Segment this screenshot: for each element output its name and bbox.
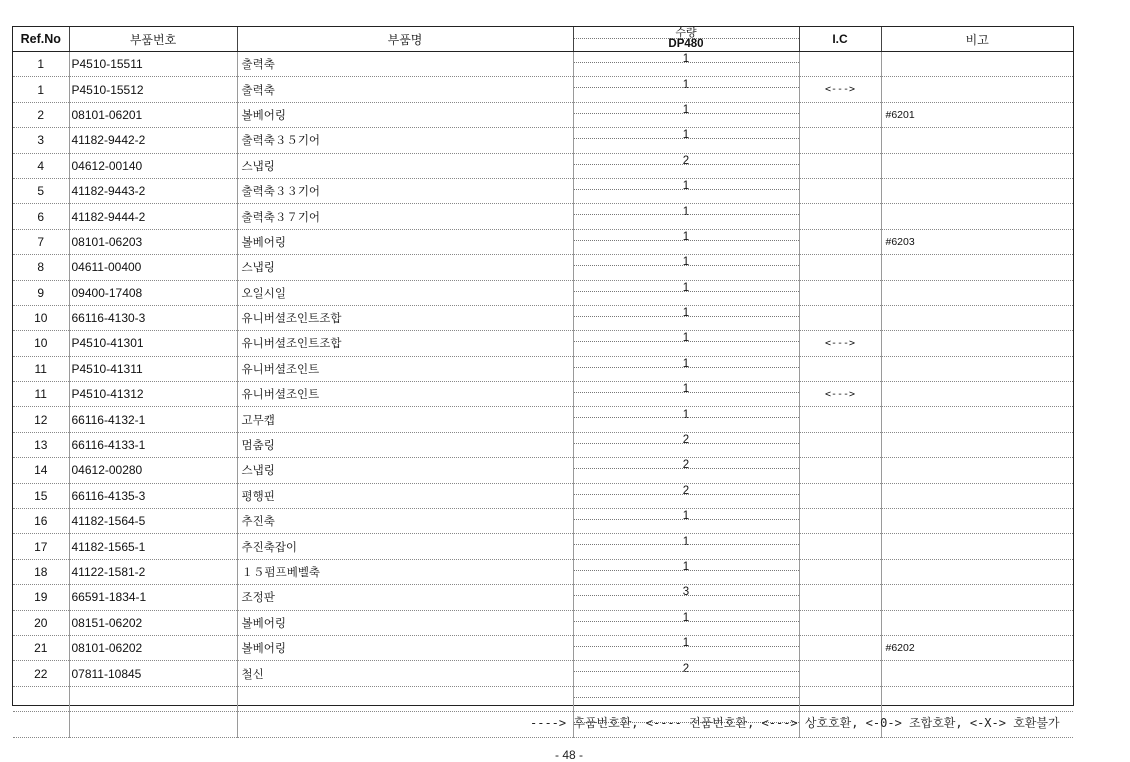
cell-quantity: 1 bbox=[573, 128, 799, 153]
cell-quantity: 1 bbox=[573, 77, 799, 102]
cell-remark bbox=[881, 610, 1073, 635]
cell-quantity: 1 bbox=[573, 178, 799, 203]
cell-part-number: 08101-06203 bbox=[69, 229, 237, 254]
cell-ref-no: 14 bbox=[13, 458, 69, 483]
header-ic: I.C bbox=[799, 27, 881, 52]
cell-interchange: <---> bbox=[799, 331, 881, 356]
cell-part-number: 41122-1581-2 bbox=[69, 559, 237, 584]
table-row bbox=[13, 635, 1073, 660]
cell-remark: #6202 bbox=[881, 635, 1073, 660]
cell-part-name: 출력축 bbox=[237, 52, 573, 77]
cell-interchange bbox=[799, 534, 881, 559]
cell-quantity: 1 bbox=[573, 635, 799, 660]
cell-part-number: 04611-00400 bbox=[69, 255, 237, 280]
cell-ref-no: 13 bbox=[13, 432, 69, 457]
cell-remark bbox=[881, 153, 1073, 178]
cell-quantity: 1 bbox=[573, 509, 799, 534]
cell-part-name bbox=[237, 712, 573, 737]
cell-quantity: 1 bbox=[573, 305, 799, 330]
table-row bbox=[13, 509, 1073, 534]
cell-interchange bbox=[799, 153, 881, 178]
cell-ref-no: 6 bbox=[13, 204, 69, 229]
header-part-number: 부품번호 bbox=[69, 27, 237, 52]
cell-ref-no: 22 bbox=[13, 661, 69, 686]
cell-remark bbox=[881, 407, 1073, 432]
cell-part-number: 08101-06201 bbox=[69, 102, 237, 127]
cell-remark bbox=[881, 204, 1073, 229]
table-row bbox=[13, 128, 1073, 153]
cell-ref-no: 2 bbox=[13, 102, 69, 127]
cell-part-name: 추진축 bbox=[237, 509, 573, 534]
cell-ref-no: 5 bbox=[13, 178, 69, 203]
cell-interchange bbox=[799, 204, 881, 229]
cell-remark bbox=[881, 356, 1073, 381]
cell-part-name: 스냅링 bbox=[237, 153, 573, 178]
cell-part-name: 유니버셜조인트조합 bbox=[237, 331, 573, 356]
cell-part-number: 04612-00280 bbox=[69, 458, 237, 483]
cell-part-number: P4510-15512 bbox=[69, 77, 237, 102]
cell-ref-no: 4 bbox=[13, 153, 69, 178]
table-row bbox=[13, 229, 1073, 254]
table-row bbox=[13, 559, 1073, 584]
cell-remark bbox=[881, 77, 1073, 102]
cell-ref-no: 18 bbox=[13, 559, 69, 584]
cell-interchange bbox=[799, 229, 881, 254]
cell-part-number: P4510-41311 bbox=[69, 356, 237, 381]
cell-part-number: 66591-1834-1 bbox=[69, 585, 237, 610]
cell-ref-no: 7 bbox=[13, 229, 69, 254]
cell-ref-no: 1 bbox=[13, 77, 69, 102]
cell-part-name: 유니버셜조인트조합 bbox=[237, 305, 573, 330]
cell-part-name: 유니버셜조인트 bbox=[237, 356, 573, 381]
cell-part-number: P4510-41301 bbox=[69, 331, 237, 356]
cell-part-number: 41182-9442-2 bbox=[69, 128, 237, 153]
cell-interchange bbox=[799, 483, 881, 508]
cell-part-number: 08151-06202 bbox=[69, 610, 237, 635]
cell-quantity: 1 bbox=[573, 52, 799, 77]
cell-quantity: 1 bbox=[573, 407, 799, 432]
cell-part-name: 볼베어링 bbox=[237, 610, 573, 635]
cell-remark bbox=[881, 382, 1073, 407]
cell-part-number: 66116-4130-3 bbox=[69, 305, 237, 330]
cell-part-name: 출력축３７기어 bbox=[237, 204, 573, 229]
cell-quantity: 1 bbox=[573, 356, 799, 381]
parts-table bbox=[13, 27, 1073, 738]
parts-table-frame bbox=[12, 26, 1074, 706]
cell-remark: #6201 bbox=[881, 102, 1073, 127]
cell-remark bbox=[881, 178, 1073, 203]
cell-part-number: 41182-9444-2 bbox=[69, 204, 237, 229]
cell-ref-no: 17 bbox=[13, 534, 69, 559]
cell-remark bbox=[881, 280, 1073, 305]
cell-part-name: 추진축잡이 bbox=[237, 534, 573, 559]
cell-part-name: 평행핀 bbox=[237, 483, 573, 508]
cell-interchange bbox=[799, 686, 881, 711]
table-row bbox=[13, 356, 1073, 381]
table-row bbox=[13, 610, 1073, 635]
cell-quantity: 1 bbox=[573, 559, 799, 584]
cell-interchange bbox=[799, 356, 881, 381]
cell-remark bbox=[881, 661, 1073, 686]
cell-quantity: 1 bbox=[573, 204, 799, 229]
cell-part-number: 07811-10845 bbox=[69, 661, 237, 686]
cell-remark bbox=[881, 331, 1073, 356]
table-row bbox=[13, 483, 1073, 508]
cell-part-name: 볼베어링 bbox=[237, 102, 573, 127]
cell-ref-no: 1 bbox=[13, 52, 69, 77]
table-row bbox=[13, 534, 1073, 559]
interchangeability-legend: ----> 후품번호환, <---- 전품번호환, <---> 상호호환, <-0-> 조합호환, <-X-> 호환불가 bbox=[530, 716, 1060, 730]
cell-part-name: １５펌프베벨축 bbox=[237, 559, 573, 584]
header-ref-no: Ref.No bbox=[13, 27, 69, 52]
table-row bbox=[13, 407, 1073, 432]
cell-remark bbox=[881, 686, 1073, 711]
table-row bbox=[13, 255, 1073, 280]
cell-part-number: 04612-00140 bbox=[69, 153, 237, 178]
cell-interchange bbox=[799, 432, 881, 457]
cell-interchange bbox=[799, 305, 881, 330]
cell-remark bbox=[881, 52, 1073, 77]
header-quantity-label: 수량 bbox=[675, 26, 697, 39]
cell-ref-no: 16 bbox=[13, 509, 69, 534]
cell-part-number: 41182-1564-5 bbox=[69, 509, 237, 534]
cell-part-name: 멈춤링 bbox=[237, 432, 573, 457]
cell-interchange bbox=[799, 458, 881, 483]
cell-ref-no: 8 bbox=[13, 255, 69, 280]
header-quantity bbox=[573, 27, 799, 52]
cell-ref-no bbox=[13, 686, 69, 711]
cell-ref-no: 10 bbox=[13, 331, 69, 356]
cell-part-name bbox=[237, 686, 573, 711]
cell-quantity: 2 bbox=[573, 661, 799, 686]
cell-ref-no: 3 bbox=[13, 128, 69, 153]
cell-remark bbox=[881, 509, 1073, 534]
table-row bbox=[13, 432, 1073, 457]
cell-ref-no: 9 bbox=[13, 280, 69, 305]
table-row bbox=[13, 585, 1073, 610]
cell-interchange bbox=[799, 585, 881, 610]
cell-quantity: 2 bbox=[573, 432, 799, 457]
cell-interchange bbox=[799, 559, 881, 584]
cell-quantity: 3 bbox=[573, 585, 799, 610]
cell-part-name: 유니버셜조인트 bbox=[237, 382, 573, 407]
table-row bbox=[13, 52, 1073, 77]
cell-remark bbox=[881, 255, 1073, 280]
header-remark: 비고 bbox=[881, 27, 1073, 52]
cell-quantity: 1 bbox=[573, 534, 799, 559]
cell-remark bbox=[881, 585, 1073, 610]
table-row bbox=[13, 178, 1073, 203]
cell-part-number: 41182-1565-1 bbox=[69, 534, 237, 559]
cell-remark: #6203 bbox=[881, 229, 1073, 254]
cell-ref-no: 10 bbox=[13, 305, 69, 330]
cell-part-number: 66116-4133-1 bbox=[69, 432, 237, 457]
cell-part-name: 스냅링 bbox=[237, 255, 573, 280]
cell-part-name: 철신 bbox=[237, 661, 573, 686]
table-row bbox=[13, 686, 1073, 711]
cell-interchange bbox=[799, 178, 881, 203]
cell-part-number: 08101-06202 bbox=[69, 635, 237, 660]
cell-quantity: 2 bbox=[573, 483, 799, 508]
cell-ref-no: 11 bbox=[13, 356, 69, 381]
cell-ref-no: 20 bbox=[13, 610, 69, 635]
cell-quantity: 1 bbox=[573, 280, 799, 305]
cell-part-number bbox=[69, 712, 237, 737]
table-row bbox=[13, 458, 1073, 483]
cell-part-number bbox=[69, 686, 237, 711]
cell-quantity: 2 bbox=[573, 458, 799, 483]
cell-part-number: 41182-9443-2 bbox=[69, 178, 237, 203]
cell-interchange bbox=[799, 407, 881, 432]
cell-ref-no: 11 bbox=[13, 382, 69, 407]
cell-part-name: 스냅링 bbox=[237, 458, 573, 483]
cell-part-number: 66116-4135-3 bbox=[69, 483, 237, 508]
cell-interchange bbox=[799, 661, 881, 686]
header-part-name: 부품명 bbox=[237, 27, 573, 52]
cell-interchange bbox=[799, 610, 881, 635]
table-row bbox=[13, 280, 1073, 305]
cell-part-number: 09400-17408 bbox=[69, 280, 237, 305]
cell-part-number: 66116-4132-1 bbox=[69, 407, 237, 432]
cell-remark bbox=[881, 534, 1073, 559]
cell-part-name: 오일시일 bbox=[237, 280, 573, 305]
table-row bbox=[13, 331, 1073, 356]
table-header-row bbox=[13, 27, 1073, 52]
cell-part-number: P4510-15511 bbox=[69, 52, 237, 77]
cell-quantity: 1 bbox=[573, 229, 799, 254]
cell-remark bbox=[881, 305, 1073, 330]
cell-remark bbox=[881, 128, 1073, 153]
table-row bbox=[13, 153, 1073, 178]
cell-part-name: 출력축３３기어 bbox=[237, 178, 573, 203]
cell-ref-no: 12 bbox=[13, 407, 69, 432]
cell-quantity: 1 bbox=[573, 102, 799, 127]
cell-interchange: <---> bbox=[799, 382, 881, 407]
cell-remark bbox=[881, 432, 1073, 457]
cell-quantity: 2 bbox=[573, 153, 799, 178]
table-row bbox=[13, 77, 1073, 102]
table-row bbox=[13, 382, 1073, 407]
cell-part-name: 출력축 bbox=[237, 77, 573, 102]
table-row bbox=[13, 305, 1073, 330]
cell-quantity: 1 bbox=[573, 382, 799, 407]
cell-part-name: 볼베어링 bbox=[237, 229, 573, 254]
cell-quantity bbox=[573, 686, 799, 711]
cell-interchange bbox=[799, 255, 881, 280]
cell-ref-no: 21 bbox=[13, 635, 69, 660]
cell-ref-no: 15 bbox=[13, 483, 69, 508]
table-row bbox=[13, 661, 1073, 686]
cell-remark bbox=[881, 483, 1073, 508]
cell-interchange bbox=[799, 102, 881, 127]
cell-quantity: 1 bbox=[573, 331, 799, 356]
page-number: - 48 - bbox=[555, 748, 584, 762]
cell-interchange bbox=[799, 128, 881, 153]
cell-interchange bbox=[799, 280, 881, 305]
cell-part-number: P4510-41312 bbox=[69, 382, 237, 407]
cell-part-name: 고무캡 bbox=[237, 407, 573, 432]
cell-interchange: <---> bbox=[799, 77, 881, 102]
cell-remark bbox=[881, 559, 1073, 584]
cell-part-name: 출력축３５기어 bbox=[237, 128, 573, 153]
cell-interchange bbox=[799, 635, 881, 660]
cell-interchange bbox=[799, 509, 881, 534]
cell-ref-no: 19 bbox=[13, 585, 69, 610]
cell-quantity: 1 bbox=[573, 255, 799, 280]
cell-interchange bbox=[799, 52, 881, 77]
cell-part-name: 볼베어링 bbox=[237, 635, 573, 660]
cell-ref-no bbox=[13, 712, 69, 737]
header-quantity-model: DP480 bbox=[668, 38, 704, 50]
cell-part-name: 조정판 bbox=[237, 585, 573, 610]
cell-remark bbox=[881, 458, 1073, 483]
table-row bbox=[13, 102, 1073, 127]
cell-quantity: 1 bbox=[573, 610, 799, 635]
table-row bbox=[13, 204, 1073, 229]
